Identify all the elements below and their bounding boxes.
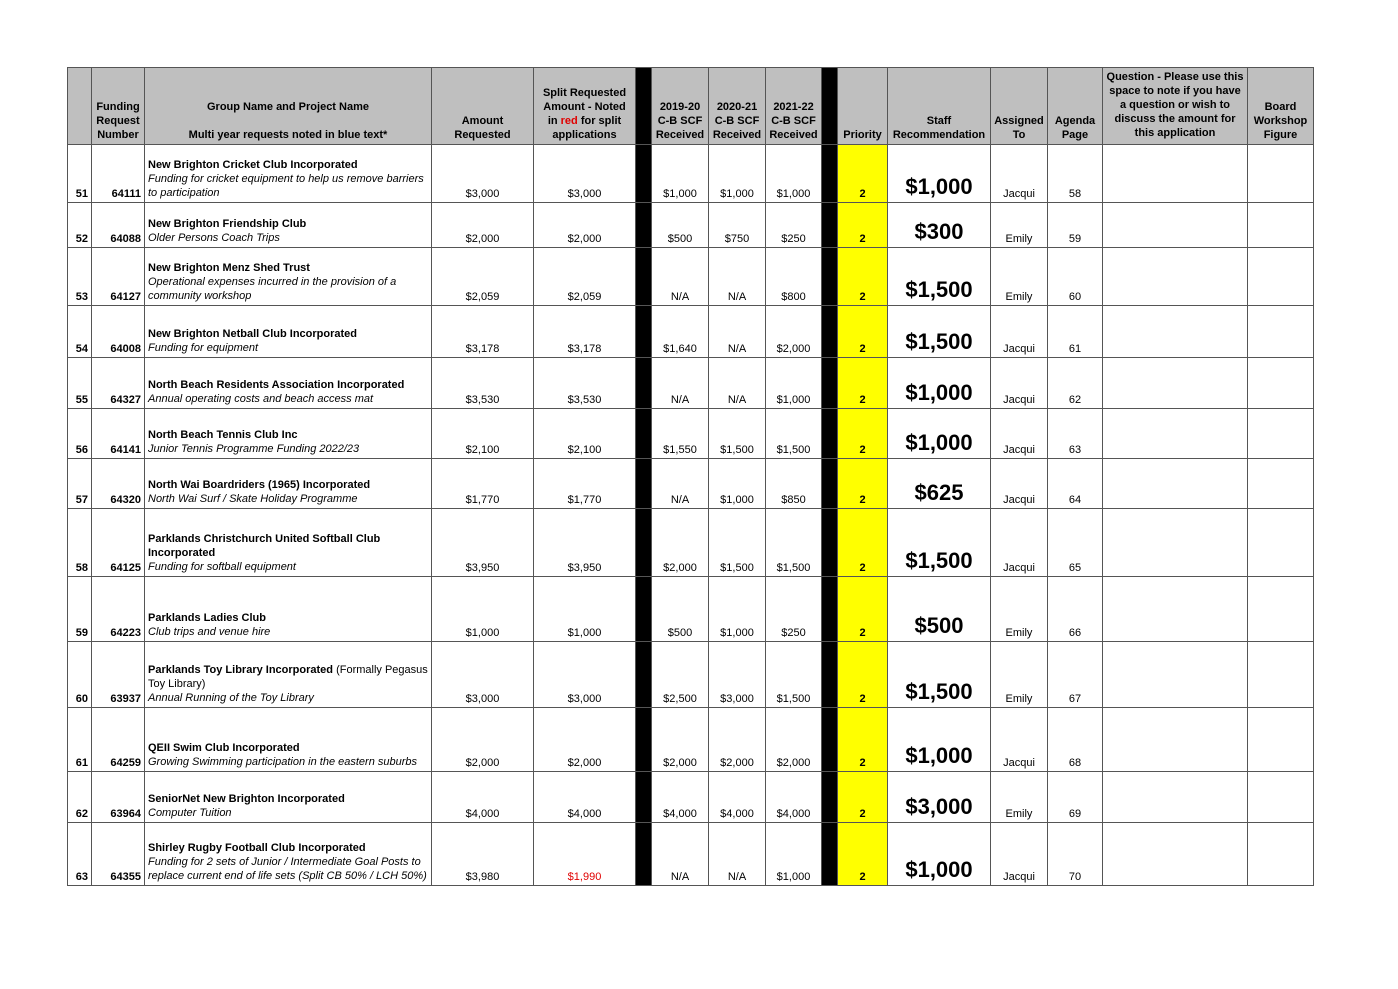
- split-requested: $2,000: [534, 203, 636, 248]
- amount-requested: $1,770: [432, 459, 534, 509]
- funding-request-number: 64008: [92, 306, 145, 358]
- group-name: [148, 261, 428, 275]
- staff-recommendation: $1,500: [888, 642, 991, 708]
- black-divider-1: [636, 68, 652, 145]
- funding-request-number: 64125: [92, 509, 145, 577]
- scf-2019-20: $1,640: [652, 306, 709, 358]
- funding-request-number: 63937: [92, 642, 145, 708]
- header-priority: Priority: [838, 68, 888, 145]
- row-index: 63: [68, 823, 92, 886]
- amount-requested: $4,000: [432, 772, 534, 823]
- board-workshop-figure-cell[interactable]: [1248, 772, 1314, 823]
- black-divider-2: [822, 306, 838, 358]
- group-name: [148, 532, 428, 560]
- group-name: [148, 478, 428, 492]
- scf-2021-22: $850: [766, 459, 822, 509]
- header-question: Question - Please use this space to note if you have a question or wish to discuss the amount for this application: [1103, 68, 1248, 145]
- funding-request-number: 64111: [92, 145, 145, 203]
- black-divider-2: [822, 203, 838, 248]
- project-name: Operational expenses incurred in the provision of a community workshop: [148, 276, 397, 302]
- project-name: North Wai Surf / Skate Holiday Programme: [148, 493, 358, 505]
- group-project-cell: [145, 509, 432, 577]
- black-divider-1: [636, 409, 652, 459]
- header-split-red: red: [560, 115, 578, 127]
- group-project-cell: [145, 772, 432, 823]
- scf-2019-20: N/A: [652, 248, 709, 306]
- header-board-workshop-figure: Board Workshop Figure: [1248, 68, 1314, 145]
- table-row: [68, 708, 1314, 772]
- amount-requested: $2,000: [432, 708, 534, 772]
- question-cell[interactable]: [1103, 409, 1248, 459]
- group-project-cell: [145, 358, 432, 409]
- scf-2021-22: $1,500: [766, 509, 822, 577]
- split-requested: $3,530: [534, 358, 636, 409]
- project-name: Annual Running of the Toy Library: [148, 692, 314, 704]
- black-divider-1: [636, 577, 652, 642]
- funding-request-number: 64327: [92, 358, 145, 409]
- header-2019-20: 2019-20 C-B SCF Received: [652, 68, 709, 145]
- project-name: Junior Tennis Programme Funding 2022/23: [148, 443, 360, 455]
- amount-requested: $3,178: [432, 306, 534, 358]
- staff-recommendation: $1,000: [888, 708, 991, 772]
- assigned-to: Jacqui: [991, 823, 1048, 886]
- header-split-requested: [534, 68, 636, 145]
- priority-cell: 2: [838, 203, 888, 248]
- black-divider-1: [636, 306, 652, 358]
- scf-2021-22: $1,000: [766, 823, 822, 886]
- funding-request-number: 64320: [92, 459, 145, 509]
- black-divider-1: [636, 509, 652, 577]
- question-cell[interactable]: [1103, 509, 1248, 577]
- amount-requested: $1,000: [432, 577, 534, 642]
- group-project-cell: [145, 409, 432, 459]
- project-name: Funding for equipment: [148, 342, 259, 354]
- scf-2019-20: $1,550: [652, 409, 709, 459]
- question-cell[interactable]: [1103, 203, 1248, 248]
- staff-recommendation: $1,500: [888, 306, 991, 358]
- amount-requested: $2,000: [432, 203, 534, 248]
- scf-2020-21: $1,500: [709, 509, 766, 577]
- group-name-text: Parklands Christchurch United Softball Club Incorporated: [148, 533, 381, 559]
- black-divider-1: [636, 248, 652, 306]
- assigned-to: Emily: [991, 577, 1048, 642]
- staff-recommendation: $1,000: [888, 358, 991, 409]
- table-row: [68, 772, 1314, 823]
- priority-cell: 2: [838, 409, 888, 459]
- question-cell[interactable]: [1103, 708, 1248, 772]
- question-cell[interactable]: [1103, 306, 1248, 358]
- priority-cell: 2: [838, 145, 888, 203]
- funding-request-number: 64088: [92, 203, 145, 248]
- black-divider-2: [822, 772, 838, 823]
- assigned-to: Jacqui: [991, 708, 1048, 772]
- group-project-cell: [145, 459, 432, 509]
- agenda-page: 69: [1048, 772, 1103, 823]
- group-name-text: North Wai Boardriders (1965) Incorporated: [148, 479, 371, 491]
- header-assigned-to: Assigned To: [991, 68, 1048, 145]
- agenda-page: 67: [1048, 642, 1103, 708]
- black-divider-1: [636, 203, 652, 248]
- funding-request-number: 64141: [92, 409, 145, 459]
- board-workshop-figure-cell[interactable]: [1248, 409, 1314, 459]
- staff-recommendation: $625: [888, 459, 991, 509]
- scf-2020-21: $1,000: [709, 145, 766, 203]
- split-requested: $3,178: [534, 306, 636, 358]
- group-name: [148, 663, 428, 691]
- table-row: [68, 203, 1314, 248]
- group-name-text: QEII Swim Club Incorporated: [148, 742, 300, 754]
- scf-2020-21: N/A: [709, 823, 766, 886]
- scf-2019-20: N/A: [652, 358, 709, 409]
- question-cell[interactable]: [1103, 459, 1248, 509]
- scf-2019-20: $500: [652, 577, 709, 642]
- group-project-cell: [145, 708, 432, 772]
- question-cell[interactable]: [1103, 248, 1248, 306]
- group-name: [148, 327, 428, 341]
- header-amount-requested: Amount Requested: [432, 68, 534, 145]
- group-project-cell: [145, 823, 432, 886]
- black-divider-2: [822, 145, 838, 203]
- project-name: Computer Tuition: [148, 807, 232, 819]
- board-workshop-figure-cell[interactable]: [1248, 459, 1314, 509]
- amount-requested: $2,100: [432, 409, 534, 459]
- scf-2019-20: $2,000: [652, 708, 709, 772]
- assigned-to: Jacqui: [991, 509, 1048, 577]
- group-name: [148, 158, 428, 172]
- funding-request-number: 64127: [92, 248, 145, 306]
- group-name: [148, 428, 428, 442]
- agenda-page: 59: [1048, 203, 1103, 248]
- header-group-line1: Group Name and Project Name: [207, 101, 369, 113]
- scf-2020-21: N/A: [709, 248, 766, 306]
- assigned-to: Emily: [991, 248, 1048, 306]
- board-workshop-figure-cell[interactable]: [1248, 203, 1314, 248]
- group-name-text: New Brighton Netball Club Incorporated: [148, 328, 358, 340]
- agenda-page: 60: [1048, 248, 1103, 306]
- row-index: 62: [68, 772, 92, 823]
- group-name-text: New Brighton Cricket Club Incorporated: [148, 159, 358, 171]
- priority-cell: 2: [838, 509, 888, 577]
- board-workshop-figure-cell[interactable]: [1248, 823, 1314, 886]
- question-cell[interactable]: [1103, 577, 1248, 642]
- black-divider-2: [822, 823, 838, 886]
- agenda-page: 70: [1048, 823, 1103, 886]
- staff-recommendation: $3,000: [888, 772, 991, 823]
- split-requested: $4,000: [534, 772, 636, 823]
- table-row: [68, 306, 1314, 358]
- amount-requested: $2,059: [432, 248, 534, 306]
- scf-2020-21: N/A: [709, 358, 766, 409]
- question-cell[interactable]: [1103, 772, 1248, 823]
- priority-cell: 2: [838, 708, 888, 772]
- scf-2021-22: $2,000: [766, 708, 822, 772]
- board-workshop-figure-cell[interactable]: [1248, 708, 1314, 772]
- header-row: [68, 68, 1314, 145]
- priority-cell: 2: [838, 772, 888, 823]
- scf-2020-21: $4,000: [709, 772, 766, 823]
- group-name: [148, 792, 428, 806]
- group-name: [148, 841, 428, 855]
- priority-cell: 2: [838, 642, 888, 708]
- black-divider-1: [636, 772, 652, 823]
- scf-2021-22: $1,500: [766, 642, 822, 708]
- project-name: Funding for softball equipment: [148, 561, 296, 573]
- amount-requested: $3,530: [432, 358, 534, 409]
- amount-requested: $3,980: [432, 823, 534, 886]
- group-name-text: Shirley Rugby Football Club Incorporated: [148, 842, 366, 854]
- board-workshop-figure-cell[interactable]: [1248, 642, 1314, 708]
- question-cell[interactable]: [1103, 642, 1248, 708]
- agenda-page: 63: [1048, 409, 1103, 459]
- agenda-page: 66: [1048, 577, 1103, 642]
- table-row: [68, 509, 1314, 577]
- split-requested: $3,950: [534, 509, 636, 577]
- staff-recommendation: $300: [888, 203, 991, 248]
- header-2021-22: 2021-22 C-B SCF Received: [766, 68, 822, 145]
- group-name: [148, 378, 428, 392]
- board-workshop-figure-cell[interactable]: [1248, 248, 1314, 306]
- assigned-to: Jacqui: [991, 358, 1048, 409]
- staff-recommendation: $500: [888, 577, 991, 642]
- header-staff-recommendation: Staff Recommendation: [888, 68, 991, 145]
- assigned-to: Emily: [991, 203, 1048, 248]
- staff-recommendation: $1,500: [888, 509, 991, 577]
- project-name: Annual operating costs and beach access mat: [148, 393, 374, 405]
- row-index: 56: [68, 409, 92, 459]
- row-index: 58: [68, 509, 92, 577]
- question-cell[interactable]: [1103, 823, 1248, 886]
- group-name: [148, 611, 428, 625]
- project-name: Growing Swimming participation in the eastern suburbs: [148, 756, 418, 768]
- priority-cell: 2: [838, 577, 888, 642]
- row-index: 60: [68, 642, 92, 708]
- funding-request-number: 64223: [92, 577, 145, 642]
- header-group-line2: Multi year requests noted in blue text*: [188, 129, 388, 141]
- group-project-cell: [145, 248, 432, 306]
- scf-2020-21: $2,000: [709, 708, 766, 772]
- black-divider-2: [822, 459, 838, 509]
- group-project-cell: [145, 642, 432, 708]
- scf-2021-22: $4,000: [766, 772, 822, 823]
- amount-requested: $3,000: [432, 145, 534, 203]
- header-index: [68, 68, 92, 145]
- board-workshop-figure-cell[interactable]: [1248, 358, 1314, 409]
- scf-2019-20: $2,500: [652, 642, 709, 708]
- black-divider-1: [636, 823, 652, 886]
- assigned-to: Jacqui: [991, 306, 1048, 358]
- board-workshop-figure-cell[interactable]: [1248, 145, 1314, 203]
- scf-2021-22: $1,000: [766, 358, 822, 409]
- staff-recommendation: $1,000: [888, 145, 991, 203]
- split-requested: $2,059: [534, 248, 636, 306]
- group-name-text: Parklands Ladies Club: [148, 612, 266, 624]
- scf-2021-22: $1,500: [766, 409, 822, 459]
- row-index: 51: [68, 145, 92, 203]
- scf-2021-22: $250: [766, 203, 822, 248]
- table-row: [68, 145, 1314, 203]
- scf-2020-21: $1,000: [709, 459, 766, 509]
- table-row: [68, 459, 1314, 509]
- agenda-page: 65: [1048, 509, 1103, 577]
- group-name: [148, 741, 428, 755]
- priority-cell: 2: [838, 248, 888, 306]
- black-divider-2: [822, 509, 838, 577]
- black-divider-2: [822, 68, 838, 145]
- board-workshop-figure-cell[interactable]: [1248, 306, 1314, 358]
- agenda-page: 68: [1048, 708, 1103, 772]
- scf-2019-20: $2,000: [652, 509, 709, 577]
- staff-recommendation: $1,000: [888, 823, 991, 886]
- row-index: 54: [68, 306, 92, 358]
- black-divider-2: [822, 642, 838, 708]
- staff-recommendation: $1,000: [888, 409, 991, 459]
- black-divider-1: [636, 642, 652, 708]
- board-workshop-figure-cell[interactable]: [1248, 577, 1314, 642]
- scf-2020-21: $3,000: [709, 642, 766, 708]
- question-cell[interactable]: [1103, 145, 1248, 203]
- scf-2019-20: N/A: [652, 823, 709, 886]
- header-2020-21: 2020-21 C-B SCF Received: [709, 68, 766, 145]
- assigned-to: Jacqui: [991, 409, 1048, 459]
- split-requested: $2,100: [534, 409, 636, 459]
- assigned-to: Jacqui: [991, 459, 1048, 509]
- black-divider-2: [822, 248, 838, 306]
- scf-2021-22: $2,000: [766, 306, 822, 358]
- table-row: [68, 823, 1314, 886]
- scf-2020-21: N/A: [709, 306, 766, 358]
- header-split-post: for split applications: [552, 115, 622, 141]
- split-requested: $3,000: [534, 145, 636, 203]
- split-requested: $3,000: [534, 642, 636, 708]
- amount-requested: $3,950: [432, 509, 534, 577]
- project-name: Club trips and venue hire: [148, 626, 271, 638]
- row-index: 52: [68, 203, 92, 248]
- assigned-to: Emily: [991, 772, 1048, 823]
- group-name-text: New Brighton Menz Shed Trust: [148, 262, 310, 274]
- table-row: [68, 409, 1314, 459]
- project-name: Older Persons Coach Trips: [148, 232, 280, 244]
- row-index: 61: [68, 708, 92, 772]
- table-row: [68, 358, 1314, 409]
- black-divider-2: [822, 409, 838, 459]
- question-cell[interactable]: [1103, 358, 1248, 409]
- priority-cell: 2: [838, 823, 888, 886]
- funding-request-number: 64355: [92, 823, 145, 886]
- scf-2020-21: $1,000: [709, 577, 766, 642]
- group-name-text: SeniorNet New Brighton Incorporated: [148, 793, 345, 805]
- group-name: [148, 217, 428, 231]
- group-project-cell: [145, 145, 432, 203]
- black-divider-1: [636, 708, 652, 772]
- split-requested: $1,770: [534, 459, 636, 509]
- funding-request-number: 64259: [92, 708, 145, 772]
- group-name-text: Parklands Toy Library Incorporated: [148, 664, 334, 676]
- scf-2019-20: $500: [652, 203, 709, 248]
- table-row: [68, 577, 1314, 642]
- amount-requested: $3,000: [432, 642, 534, 708]
- scf-2021-22: $800: [766, 248, 822, 306]
- row-index: 53: [68, 248, 92, 306]
- assigned-to: Emily: [991, 642, 1048, 708]
- table-row: [68, 642, 1314, 708]
- row-index: 55: [68, 358, 92, 409]
- board-workshop-figure-cell[interactable]: [1248, 509, 1314, 577]
- priority-cell: 2: [838, 459, 888, 509]
- header-funding-request-number: Funding Request Number: [92, 68, 145, 145]
- group-name-text: New Brighton Friendship Club: [148, 218, 307, 230]
- black-divider-2: [822, 358, 838, 409]
- agenda-page: 62: [1048, 358, 1103, 409]
- black-divider-2: [822, 708, 838, 772]
- assigned-to: Jacqui: [991, 145, 1048, 203]
- black-divider-1: [636, 358, 652, 409]
- black-divider-2: [822, 577, 838, 642]
- scf-2020-21: $1,500: [709, 409, 766, 459]
- scf-2021-22: $250: [766, 577, 822, 642]
- funding-request-number: 63964: [92, 772, 145, 823]
- group-name-text: North Beach Tennis Club Inc: [148, 429, 298, 441]
- agenda-page: 61: [1048, 306, 1103, 358]
- project-name: Funding for cricket equipment to help us remove barriers to participation: [148, 173, 424, 199]
- table-row: [68, 248, 1314, 306]
- priority-cell: 2: [838, 306, 888, 358]
- group-name-text: North Beach Residents Association Incorporated: [148, 379, 405, 391]
- header-agenda-page: Agenda Page: [1048, 68, 1103, 145]
- scf-2021-22: $1,000: [766, 145, 822, 203]
- scf-2020-21: $750: [709, 203, 766, 248]
- row-index: 57: [68, 459, 92, 509]
- black-divider-1: [636, 145, 652, 203]
- split-requested: $1,000: [534, 577, 636, 642]
- split-requested: $1,990: [534, 823, 636, 886]
- split-requested: $2,000: [534, 708, 636, 772]
- funding-table: [67, 67, 1314, 886]
- project-name: Funding for 2 sets of Junior / Intermediate Goal Posts to replace current end of life sets (Split CB 50% / LCH 50%): [148, 856, 427, 882]
- header-group-name: [145, 68, 432, 145]
- priority-cell: 2: [838, 358, 888, 409]
- scf-2019-20: $4,000: [652, 772, 709, 823]
- row-index: 59: [68, 577, 92, 642]
- group-project-cell: [145, 306, 432, 358]
- group-name-note: (Formally Pegasus Toy Library): [148, 664, 428, 690]
- staff-recommendation: $1,500: [888, 248, 991, 306]
- header-split-pre: Split Requested Amount - Noted in: [542, 87, 627, 127]
- group-project-cell: [145, 203, 432, 248]
- agenda-page: 64: [1048, 459, 1103, 509]
- scf-2019-20: $1,000: [652, 145, 709, 203]
- group-project-cell: [145, 577, 432, 642]
- black-divider-1: [636, 459, 652, 509]
- scf-2019-20: N/A: [652, 459, 709, 509]
- agenda-page: 58: [1048, 145, 1103, 203]
